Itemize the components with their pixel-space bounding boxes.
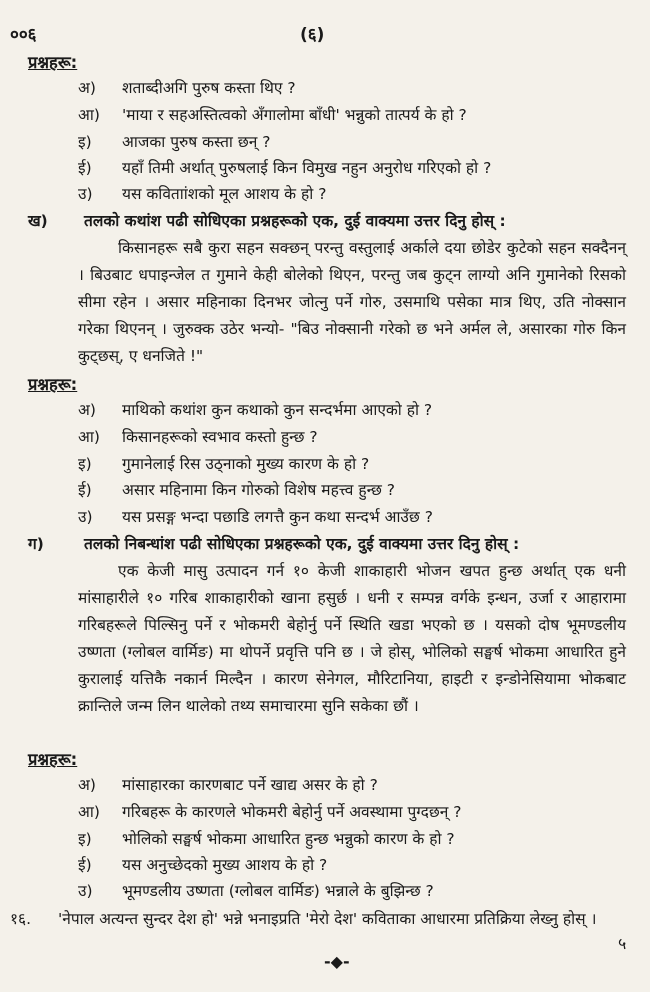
question-text: असार महिनामा किन गोरुको विशेष महत्त्व हुन्छ ?	[122, 481, 396, 499]
question-label: इ)	[78, 455, 92, 473]
question-text: यहाँ तिमी अर्थात् पुरुषलाई किन विमुख नहुन अनुरोध गरिएको हो ?	[122, 159, 492, 177]
question-label: उ)	[78, 185, 93, 203]
section-ga-passage: एक केजी मासु उत्पादन गर्न १० केजी शाकाहारी भोजन खपत हुन्छ अर्थात् एक धनी मांसाहारीले १० गरिब शाकाहारीको खाना हसुर्छ । धनी र सम्पन्न वर्गके इन्धन, उर्जा र आहारामा गरिबहरूले पिल्सिनु पर्ने र भोकमरी बेहोर्नु पर्ने स्थिति खडा भएको छ । यसको दोष भूमण्डलीय उष्णता (ग्लोबल वार्मिङ) मा थोपर्ने प्रवृत्ति पनि छ । जे होस्, भोलिको सङ्घर्ष भोकमा आधारित हुने कुरालाई यत्तिकै नकार्न मिल्दैन । कारण सेनेगल, मौरिटानिया, हाइटी र इन्डोनेसियामा भोकबाट क्रान्तिले जन्म लिन थालेको तथ्य समाचारमा सुनि सकेका छौं ।	[78, 562, 626, 715]
question-text: भोलिको सङ्घर्ष भोकमा आधारित हुन्छ भन्नुको कारण के हो ?	[122, 830, 455, 848]
question-kha-4	[78, 478, 638, 500]
question-a-3	[78, 130, 638, 152]
question-text: यस प्रसङ्ग भन्दा पछाडि लगत्तै कुन कथा सन्दर्भ आउँछ ?	[122, 508, 433, 526]
question-text: गुमानेलाई रिस उठ्नाको मुख्य कारण के हो ?	[122, 455, 370, 473]
question-label: १६.	[10, 910, 32, 928]
question-text: आजका पुरुष कस्ता छन् ?	[122, 133, 271, 151]
question-text: किसानहरूको स्वभाव कस्तो हुन्छ ?	[122, 428, 318, 446]
question-text: माथिको कथांश कुन कथाको कुन सन्दर्भमा आएको हो ?	[122, 401, 433, 419]
question-a-4	[78, 156, 638, 178]
question-a-1	[78, 76, 638, 98]
question-text: शताब्दीअगि पुरुष कस्ता थिए ?	[122, 79, 296, 97]
question-ga-2	[78, 800, 638, 822]
question-label: आ)	[78, 428, 100, 446]
question-kha-5	[78, 505, 638, 527]
question-text: यस अनुच्छेदको मुख्य आशय के हो ?	[122, 856, 328, 874]
question-label: ई)	[78, 856, 92, 874]
question-label: उ)	[78, 508, 93, 526]
question-label: इ)	[78, 830, 92, 848]
question-label: इ)	[78, 133, 92, 151]
section-ga-heading: प्रश्नहरू:	[28, 750, 78, 769]
question-ga-4	[78, 853, 638, 875]
section-label: ग)	[28, 535, 44, 553]
question-kha-2	[78, 425, 638, 447]
question-ga-5	[78, 879, 638, 901]
question-label: आ)	[78, 803, 100, 821]
question-label: अ)	[78, 79, 96, 97]
instruction-text: तलको निबन्धांश पढी सोधिएका प्रश्नहरूको एक, दुई वाक्यमा उत्तर दिनु होस् :	[84, 535, 520, 553]
question-text: 'माया र सहअस्तित्वको अँगालोमा बाँधी' भन्नुको तात्पर्य के हो ?	[122, 106, 467, 124]
page-code: ००६	[10, 25, 37, 45]
question-a-2	[78, 103, 638, 125]
question-label: उ)	[78, 882, 93, 900]
question-ga-3	[78, 827, 638, 849]
question-label: आ)	[78, 106, 100, 124]
question-ga-1	[78, 773, 638, 795]
marks-value: ५	[618, 934, 627, 953]
question-label: ई)	[78, 159, 92, 177]
question-label: ई)	[78, 481, 92, 499]
section-kha-instruction	[28, 209, 638, 231]
section-kha-heading: प्रश्नहरू:	[28, 375, 78, 394]
question-text: मांसाहारका कारणबाट पर्ने खाद्य असर के हो ?	[122, 776, 378, 794]
instruction-text: तलको कथांश पढी सोधिएका प्रश्नहरूको एक, दुई वाक्यमा उत्तर दिनु होस् :	[84, 212, 506, 230]
question-kha-1	[78, 398, 638, 420]
question-text: गरिबहरू के कारणले भोकमरी बेहोर्नु पर्ने अवस्थामा पुग्दछन् ?	[122, 803, 462, 821]
section-ga-instruction	[28, 532, 638, 554]
question-a-5	[78, 182, 638, 204]
footer-ornament: -◆-	[324, 952, 350, 971]
question-text: 'नेपाल अत्यन्त सुन्दर देश हो' भन्ने भनाइप्रति 'मेरो देश' कविताका आधारमा प्रतिक्रिया लेख्नु होस् ।	[58, 910, 597, 928]
question-text: यस कविताांशको मूल आशय के हो ?	[122, 185, 327, 203]
question-kha-3	[78, 452, 638, 474]
question-label: अ)	[78, 776, 96, 794]
question-label: अ)	[78, 401, 96, 419]
question-text: भूमण्डलीय उष्णता (ग्लोबल वार्मिङ) भन्नाले के बुझिन्छ ?	[122, 882, 434, 900]
section-label: ख)	[28, 212, 48, 230]
page-number: (६)	[300, 25, 325, 45]
section-a-heading: प्रश्नहरू:	[28, 53, 78, 72]
question-16	[10, 905, 640, 933]
section-kha-passage: किसानहरू सबै कुरा सहन सक्छन् परन्तु वस्तुलाई अर्काले दया छोडेर कुटेको सहन सक्दैनन् । बिउबाट धपाइन्जेल त गुमाने केही बोलेको थिएन, परन्तु जब कुट्न लाग्यो अनि गुमानेको रिसको सीमा रहेन । असार महिनाका दिनभर जोत्नु पर्ने गोरु, उसमाथि पसेका मात्र थिए, उति नोक्सान गरेका थिएनन् । जुरुक्क उठेर भन्यो- "बिउ नोक्सानी गरेको छ भने अर्मल ले, असारका गोरु किन कुट्छस्, ए धनजिते !"	[78, 239, 626, 365]
